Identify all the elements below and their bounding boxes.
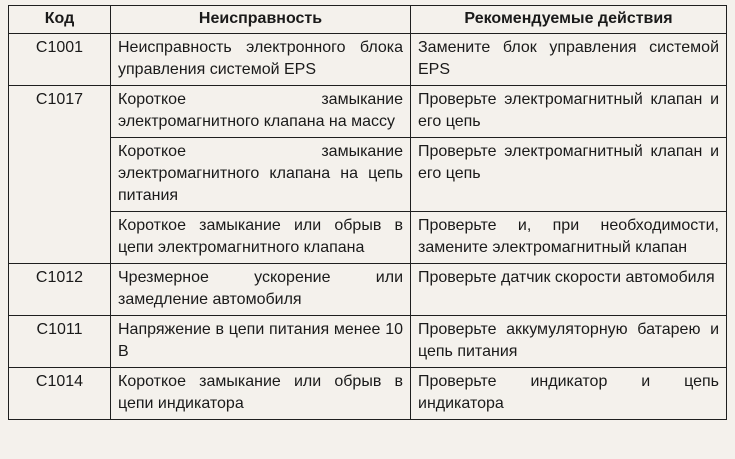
code-cell: C1017 (9, 86, 111, 264)
code-cell: C1012 (9, 264, 111, 316)
fault-cell: Короткое замыкание или обрыв в цепи индикатора (111, 368, 411, 420)
action-cell: Замените блок управления системой EPS (411, 34, 727, 86)
table-row (9, 368, 727, 420)
fault-cell: Неисправность электронного блока управления системой EPS (111, 34, 411, 86)
table-row (9, 212, 727, 264)
code-cell: C1011 (9, 316, 111, 368)
action-cell: Проверьте и, при необходимости, замените электромагнитный клапан (411, 212, 727, 264)
action-cell: Проверьте датчик скорости автомобиля (411, 264, 727, 316)
fault-cell: Чрезмерное ускорение или замедление автомобиля (111, 264, 411, 316)
action-cell: Проверьте электромагнитный клапан и его цепь (411, 138, 727, 212)
header-fault: Неисправность (111, 6, 411, 34)
header-code: Код (9, 6, 111, 34)
table-row (9, 138, 727, 212)
fault-cell: Короткое замыкание электромагнитного клапана на массу (111, 86, 411, 138)
fault-cell: Короткое замыкание электромагнитного клапана на цепь питания (111, 138, 411, 212)
header-action: Рекомендуемые действия (411, 6, 727, 34)
action-cell: Проверьте электромагнитный клапан и его цепь (411, 86, 727, 138)
fault-cell: Напряжение в цепи питания менее 10 В (111, 316, 411, 368)
fault-cell: Короткое замыкание или обрыв в цепи электромагнитного клапана (111, 212, 411, 264)
action-cell: Проверьте индикатор и цепь индикатора (411, 368, 727, 420)
action-cell: Проверьте аккумуляторную батарею и цепь питания (411, 316, 727, 368)
table-row (9, 316, 727, 368)
table-row (9, 34, 727, 86)
table-row (9, 264, 727, 316)
table-header-row (9, 6, 727, 34)
fault-codes-table (8, 5, 727, 420)
code-cell: C1001 (9, 34, 111, 86)
code-cell: C1014 (9, 368, 111, 420)
table-row (9, 86, 727, 138)
